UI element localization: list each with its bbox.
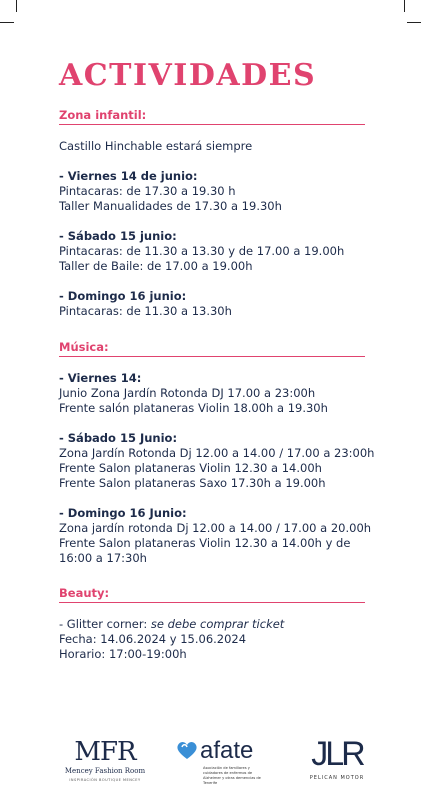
day-heading: - Domingo 16 Junio: [59,506,187,520]
section-beauty [59,586,365,662]
afate-name: afate [200,737,254,764]
activity-line: Taller Manualidades de 17.30 a 19.30h [59,199,282,213]
section-zona-infantil [59,108,365,319]
activity-line: Pintacaras: de 11.30 a 13.30 y de 17.00 a 19.00h [59,244,345,258]
glitter-corner-line [59,617,365,632]
mfr-name: Mencey Fashion Room [64,767,146,775]
activity-line: Frente Salon plataneras Violin 12.30 a 14.00h [59,461,322,475]
crop-mark-left-h [0,22,14,23]
mfr-mark: MFR [74,737,136,767]
crop-mark-right-h [407,22,421,23]
jlr-name: PELICAN MOTOR [309,775,365,781]
activity-line: Frente Salon plataneras Violin 12.30 a 14.00h y de [59,536,351,550]
activity-line: Taller de Baile: de 17.00 a 19.00h [59,259,253,273]
hours-line: Horario: 17:00-19:00h [59,647,187,661]
section-heading: Música: [59,340,365,357]
activity-line: Frente Salon plataneras Saxo 17.30h a 19.00h [59,476,326,490]
afate-heart-icon [176,740,198,760]
day-heading: - Viernes 14 de junio: [59,169,198,183]
mfr-logo [60,738,150,784]
jlr-mark: JLR [311,735,363,773]
activity-line: Zona jardín rotonda Dj 12.00 a 14.00 / 17.00 a 20.00h [59,521,372,535]
jlr-logo [302,734,372,782]
day-heading: - Domingo 16 junio: [59,289,187,303]
glitter-corner-label: - Glitter corner: [59,617,151,631]
section-heading: Beauty: [59,586,365,603]
crop-mark-right [404,0,405,12]
mfr-tagline: INSPIRACIÓN BOUTIQUE MENCEY [69,778,141,782]
crop-mark-left [16,0,17,12]
day-heading: - Sábado 15 Junio: [59,431,178,445]
activity-line: Pintacaras: de 17.30 a 19.30 h [59,184,236,198]
activity-line: Zona Jardín Rotonda Dj 12.00 a 14.00 / 17.00 a 23:00h [59,446,375,460]
afate-subtitle: Asociación de familiares y cuidadores de enfermos de Alzheimer y otras demencias de Tenerife [203,766,261,785]
day-heading: - Viernes 14: [59,371,142,385]
date-line: Fecha: 14.06.2024 y 15.06.2024 [59,632,247,646]
activity-line: 16:00 a 17:30h [59,551,147,565]
sponsor-logos [0,730,421,800]
day-heading: - Sábado 15 junio: [59,229,177,243]
activity-line: Junio Zona Jardín Rotonda DJ 17.00 a 23:00h [59,386,316,400]
ticket-note: se debe comprar ticket [150,617,285,631]
activity-line: Pintacaras: de 11.30 a 13.30h [59,304,232,318]
page-title: ACTIVIDADES [59,58,317,93]
intro-text: Castillo Hinchable estará siempre [59,139,253,153]
activity-line: Frente salón plataneras Violin 18.00h a 19.30h [59,401,328,415]
section-musica [59,340,375,566]
section-heading: Zona infantil: [59,108,365,125]
